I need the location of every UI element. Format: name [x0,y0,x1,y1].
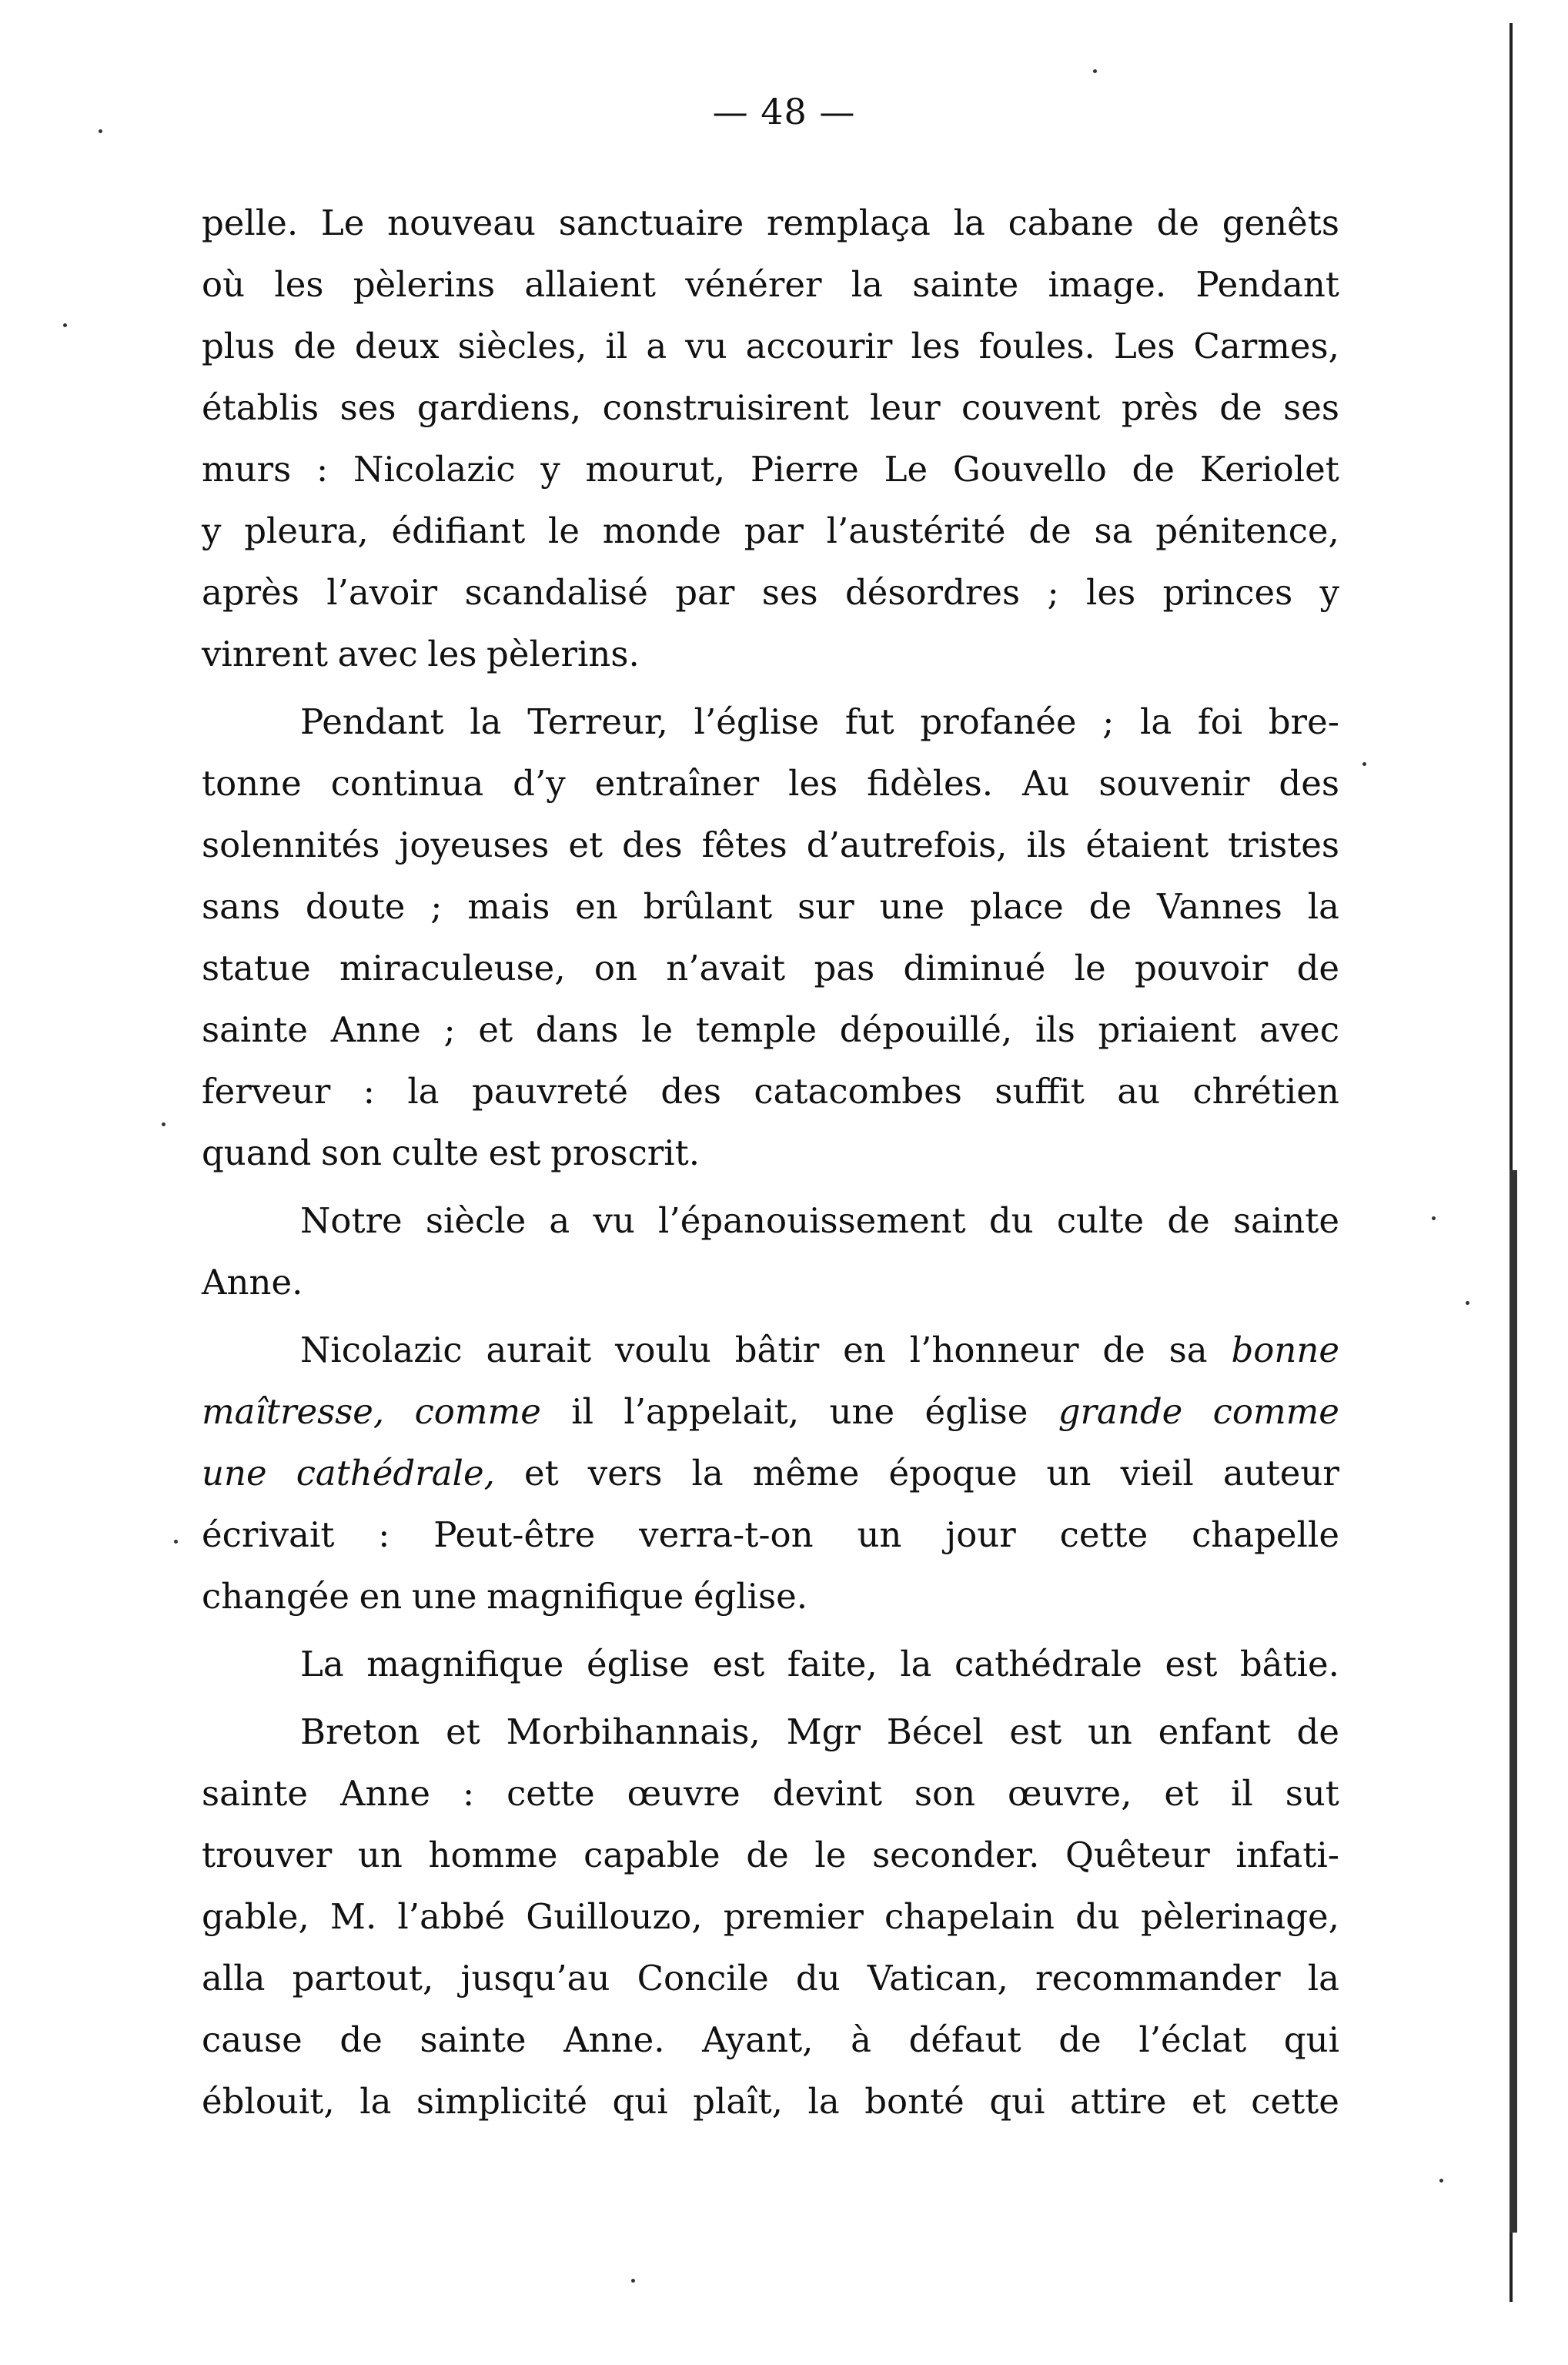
text-line: une cathédrale, et vers la même époque un vieil auteur [202,1453,1339,1494]
text-line: Pendant la Terreur, l’église fut profanée ; la foi bre- [300,701,1339,742]
text-line: écrivait : Peut-être verra-t-on un jour cette chapelle [202,1514,1339,1555]
text-line: pelle. Le nouveau sanctuaire remplaça la cabane de genêts [202,202,1339,243]
paper-speck [99,129,102,133]
text-line: changée en une magnifique église. [202,1576,808,1617]
text-line: ferveur : la pauvreté des catacombes suffit au chrétien [202,1071,1339,1112]
text-line: Breton et Morbihannais, Mgr Bécel est un enfant de [300,1711,1339,1752]
text-line: établis ses gardiens, construisirent leur couvent près de ses [202,387,1339,428]
text-line: sainte Anne ; et dans le temple dépouillé, ils priaient avec [202,1009,1339,1050]
paper-speck [631,2279,635,2283]
text-line: Nicolazic aurait voulu bâtir en l’honneur de sa bonne [300,1330,1339,1370]
paper-speck [63,323,67,327]
text-line: où les pèlerins allaient vénérer la sainte image. Pendant [202,264,1339,305]
text-line: Notre siècle a vu l’épanouissement du culte de sainte [300,1200,1339,1241]
paragraph-gap [202,1184,1339,1190]
paragraph-gap [202,1627,1339,1634]
paragraph-gap [202,1313,1339,1320]
text-line: après l’avoir scandalisé par ses désordres ; les princes y [202,572,1339,613]
paper-speck [1466,1301,1469,1305]
text-line: Anne. [202,1262,303,1303]
paper-speck [1093,69,1097,73]
paper-speck [1362,762,1366,766]
page-number: — 48 — [712,91,856,132]
text-line: La magnifique église est faite, la cathédrale est bâtie. [300,1644,1339,1684]
text-line: quand son culte est proscrit. [202,1132,700,1173]
text-line: solennités joyeuses et des fêtes d’autrefois, ils étaient tristes [202,825,1339,865]
body-text [202,192,1339,2133]
text-line: tonne continua d’y entraîner les fidèles. Au souvenir des [202,763,1339,804]
text-line: gable, M. l’abbé Guillouzo, premier chapelain du pèlerinage, [202,1896,1339,1937]
text-line: éblouit, la simplicité qui plaît, la bonté qui attire et cette [202,2081,1339,2122]
text-line: y pleura, édifiant le monde par l’austérité de sa pénitence, [202,510,1339,551]
paragraph-gap [202,685,1339,691]
paper-speck [1432,1216,1436,1220]
text-line: sans doute ; mais en brûlant sur une place de Vannes la [202,886,1339,927]
paper-speck [174,1540,178,1544]
text-line: plus de deux siècles, il a vu accourir les foules. Les Carmes, [202,326,1339,366]
text-line: maîtresse, comme il l’appelait, une église grande comme [202,1391,1339,1432]
text-line: cause de sainte Anne. Ayant, à défaut de l’éclat qui [202,2019,1339,2060]
binding-edge-shadow [1509,1170,1517,2233]
text-line: murs : Nicolazic y mourut, Pierre Le Gouvello de Keriolet [202,449,1339,490]
paper-speck [1439,2179,1443,2183]
paragraph-gap [202,1695,1339,1701]
paper-speck [162,1122,165,1126]
text-line: trouver un homme capable de le seconder. Quêteur infati- [202,1835,1339,1875]
text-line: statue miraculeuse, on n’avait pas diminué le pouvoir de [202,948,1339,988]
text-line: alla partout, jusqu’au Concile du Vatican, recommander la [202,1958,1339,1999]
text-line: sainte Anne : cette œuvre devint son œuvre, et il sut [202,1773,1339,1814]
text-line: vinrent avec les pèlerins. [202,634,640,674]
